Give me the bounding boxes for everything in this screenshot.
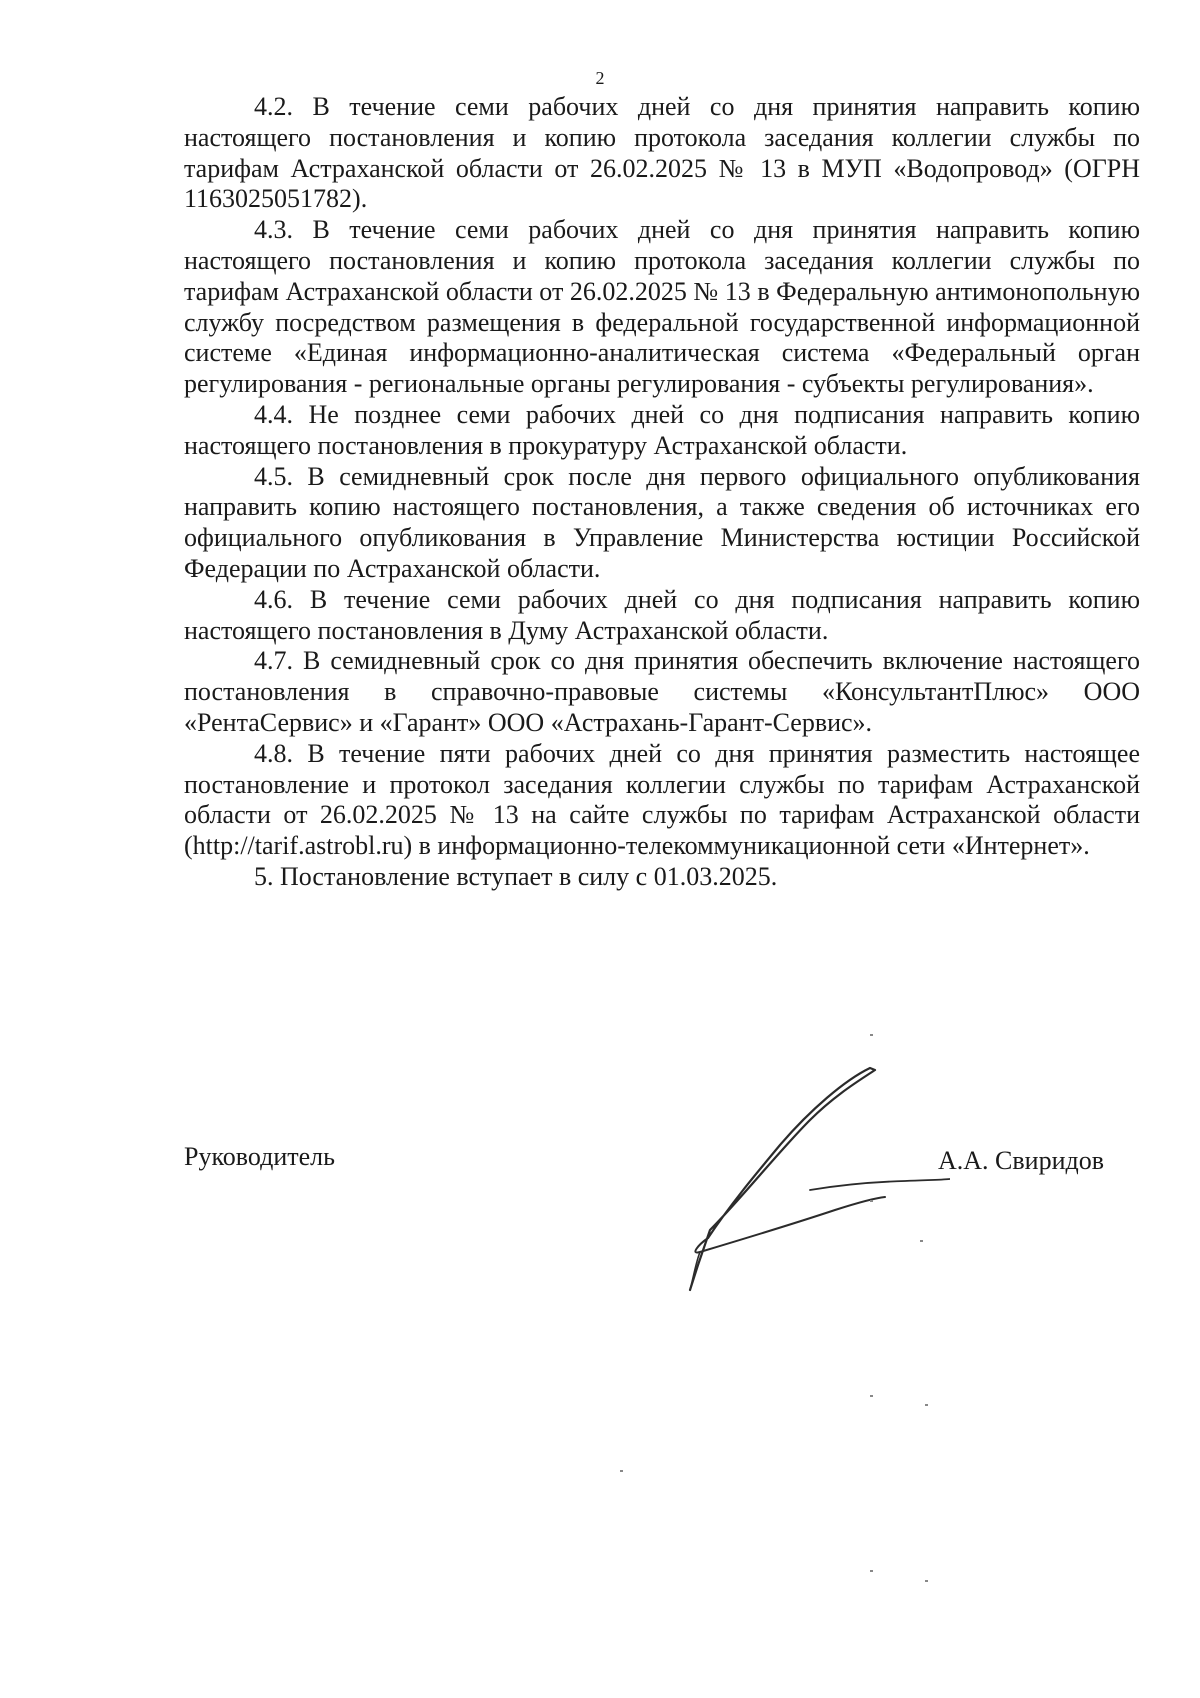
page-number: 2 (595, 68, 605, 88)
paragraph-4-4: 4.4. Не позднее семи рабочих дней со дня подписания направить копию настоящего постановления в прокуратуру Астраханской области. (184, 399, 1140, 460)
handwritten-signature (660, 1040, 950, 1300)
scan-speck (870, 1034, 873, 1036)
paragraph-5: 5. Постановление вступает в силу с 01.03.2025. (254, 861, 778, 891)
paragraph-4-2: 4.2. В течение семи рабочих дней со дня принятия направить копию настоящего постановления и копию протокола заседания коллегии службы по тарифам Астраханской области от 26.02.2025 № 13 в МУП «Водопровод» (ОГРН 1163025051782). (184, 92, 1140, 214)
paragraph-4-7: 4.7. В семидневный срок со дня принятия обеспечить включение настоящего постановления в справочно-правовые системы «КонсультантПлюс» ООО «РентаСервис» и «Гарант» ООО «Астрахань-Гарант-Сервис». (184, 646, 1140, 737)
scan-speck (620, 1470, 623, 1472)
paragraph-4-8: 4.8. В течение пяти рабочих дней со дня принятия разместить настоящее постановление и протокол заседания коллегии службы по тарифам Астраханской области от 26.02.2025 № 13 на сайте службы по тарифам Астраханской области (http://tarif.astrobl.ru) в информационно-телекоммуникационной сети «Интернет». (184, 738, 1140, 861)
paragraph-4-3: 4.3. В течение семи рабочих дней со дня принятия направить копию настоящего постановления и копию протокола заседания коллегии службы по тарифам Астраханской области от 26.02.2025 № 13 в Федеральную антимонопольную службу посредством размещения в федеральной государственной информационной системе «Единая информационно-аналитическая система «Федеральный орган регулирования - региональные органы регулирования - субъекты регулирования». (184, 215, 1140, 399)
signatory-title: Руководитель (184, 1142, 335, 1171)
scan-speck (870, 1200, 873, 1202)
scan-speck (925, 1580, 928, 1582)
paragraph-4-5: 4.5. В семидневный срок после дня первого официального опубликования направить копию настоящего постановления, а также сведения об источниках его официального опубликования в Управление Министерства юстиции Российской Федерации по Астраханской области. (184, 461, 1140, 583)
paragraph-4-6: 4.6. В течение семи рабочих дней со дня подписания направить копию настоящего постановления в Думу Астраханской области. (184, 584, 1140, 645)
signature-stroke-tail (690, 1252, 700, 1290)
scan-speck (870, 1395, 873, 1397)
signatory-name: А.А. Свиридов (937, 1146, 1104, 1175)
scan-speck (925, 1404, 928, 1406)
scan-speck (870, 1570, 873, 1572)
scan-speck (920, 1240, 923, 1242)
signature-stroke-loop (695, 1197, 885, 1253)
document-body (184, 92, 1140, 893)
signature-strike-through (810, 1179, 950, 1190)
signature-stroke-main (690, 1068, 875, 1290)
